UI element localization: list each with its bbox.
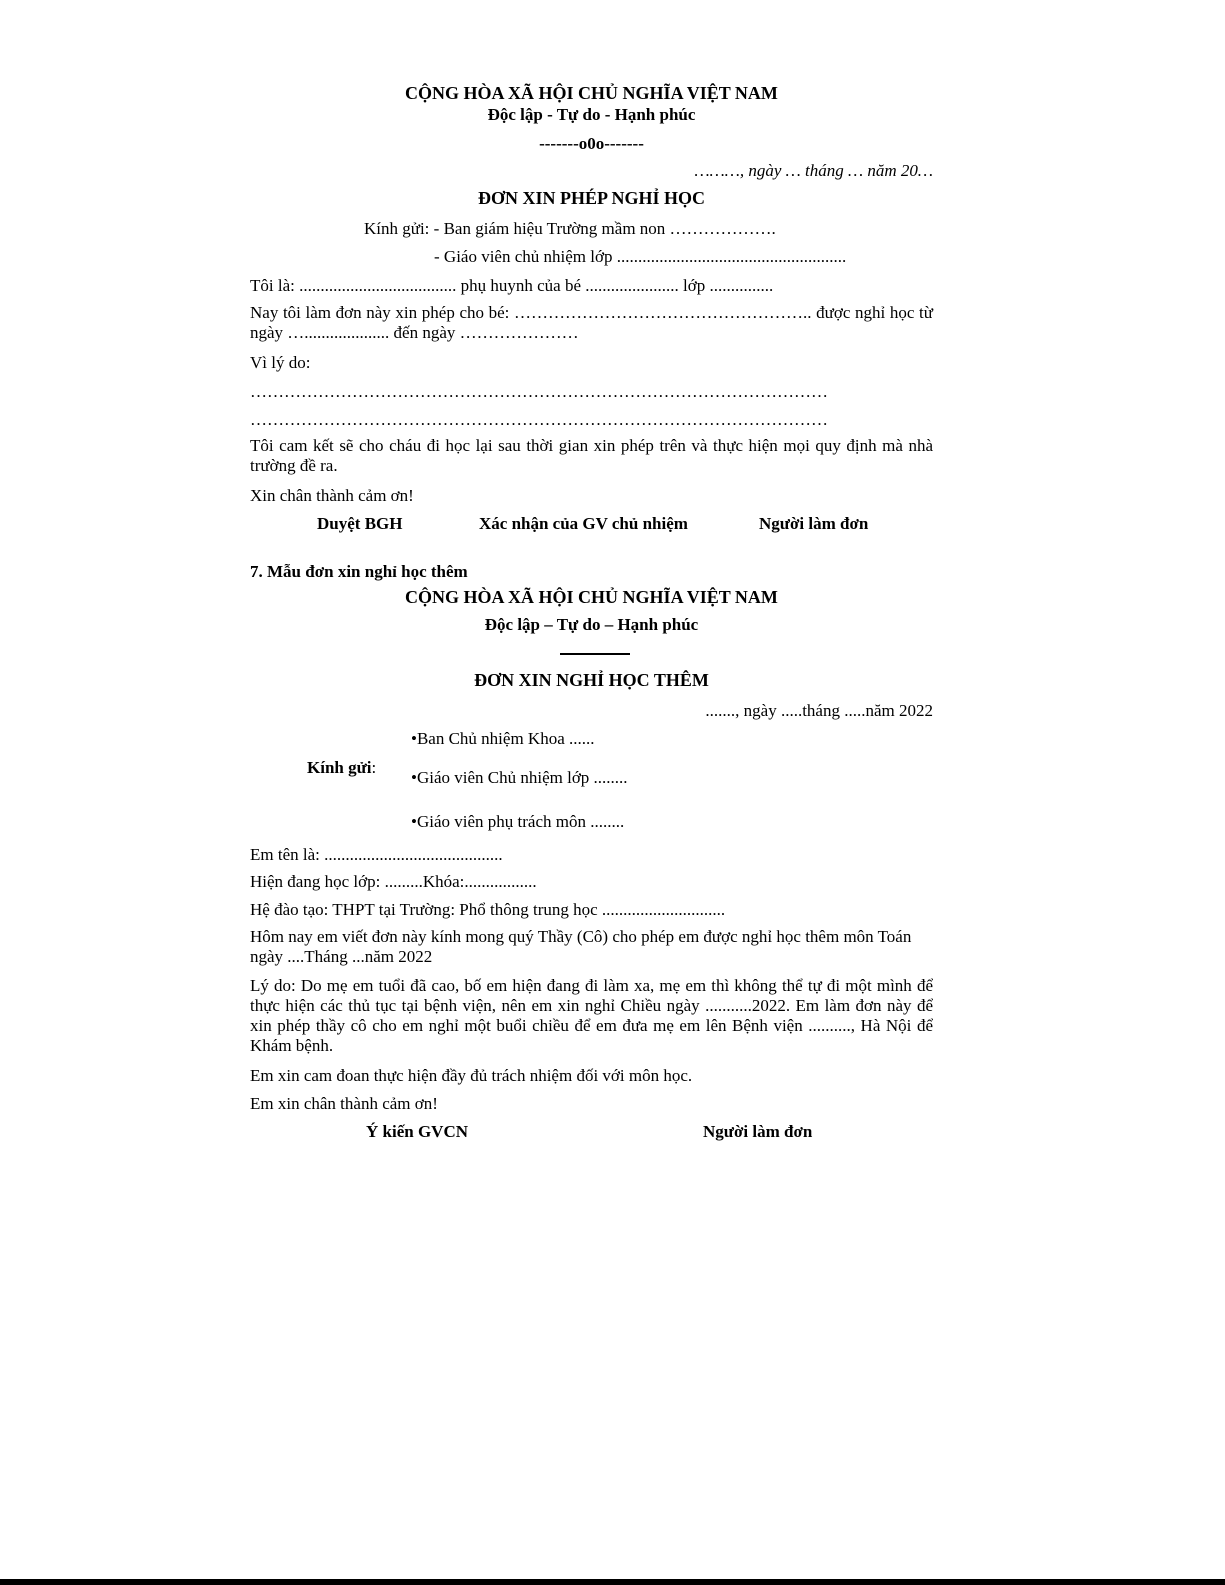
education-system-line: Hệ đào tạo: THPT tại Trường: Phổ thông trung học ............................. [250,900,726,919]
motto: Độc lập - Tự do - Hạnh phúc [487,105,696,124]
country-heading: CỘNG HÒA XÃ HỘI CHỦ NGHĨA VIỆT NAM [405,83,778,103]
signature-label: Người làm đơn [703,1122,813,1141]
commitment-line: Em xin cam đoan thực hiện đầy đủ trách nhiệm đối với môn học. [250,1066,693,1085]
student-class-line: Hiện đang học lớp: .........Khóa:................. [250,872,537,891]
separator: -------o0o------- [539,134,644,153]
recipient-line: •Giáo viên Chủ nhiệm lớp ........ [411,768,628,787]
thanks-line: Xin chân thành cảm ơn! [250,486,414,505]
recipient-line: •Ban Chủ nhiệm Khoa ...... [411,729,595,748]
reason-label: Vì lý do: [250,353,311,372]
section-heading: 7. Mẫu đơn xin nghỉ học thêm [250,562,468,581]
recipient-line: - Giáo viên chủ nhiệm lớp ...................................................... [434,247,847,266]
date-line: ......., ngày .....tháng .....năm 2022 [705,701,933,720]
signature-label: Ý kiến GVCN [366,1122,469,1141]
reason-dotted-line: ………………………………………………………………………………………… [250,410,828,429]
reason-dotted-line: ………………………………………………………………………………………… [250,382,828,401]
recipient-line: •Giáo viên phụ trách môn ........ [411,812,625,831]
form-title: ĐƠN XIN NGHỈ HỌC THÊM [474,670,709,690]
signature-label: Xác nhận của GV chủ nhiệm [479,514,688,533]
thanks-line: Em xin chân thành cảm ơn! [250,1094,438,1113]
signature-label: Duyệt BGH [317,514,403,533]
country-heading: CỘNG HÒA XÃ HỘI CHỦ NGHĨA VIỆT NAM [405,587,778,607]
student-name-line: Em tên là: .......................................... [250,845,503,864]
date-line: ………, ngày … tháng … năm 20… [694,161,933,180]
request-paragraph: Hôm nay em viết đơn này kính mong quý Thầy (Cô) cho phép em được nghỉ học thêm môn Toán ngày ....Tháng ...năm 2022 [250,927,912,966]
page-bottom-edge [0,1579,1225,1585]
request-paragraph: Nay tôi làm đơn này xin phép cho bé: …………………………………………….. được nghỉ học từ ngày ….................... đến ngày ………………… [250,303,933,342]
signature-label: Người làm đơn [759,514,869,533]
kinh-gui-text: Kính gửi [307,758,372,777]
kinh-gui-colon: : [371,758,377,777]
kinh-gui-label [307,757,376,778]
motto: Độc lập – Tự do – Hạnh phúc [484,615,699,634]
recipient-line: Kính gửi: - Ban giám hiệu Trường mầm non ………………. [364,219,776,238]
divider-line [560,653,630,655]
form-title: ĐƠN XIN PHÉP NGHỈ HỌC [477,188,705,208]
parent-line: Tôi là: ..................................... phụ huynh của bé ...................... lớp ............... [250,276,774,295]
commitment-paragraph: Tôi cam kết sẽ cho cháu đi học lại sau thời gian xin phép trên và thực hiện mọi quy định mà nhà trường đề ra. [250,436,933,475]
reason-paragraph: Lý do: Do mẹ em tuổi đã cao, bố em hiện đang đi làm xa, mẹ em thì không thể tự đi một mình để thực hiện các thủ tục tại bệnh viện, nên em xin nghỉ Chiều ngày ...........2022. Em làm đơn này để xin phép thầy cô cho em nghỉ một buổi chiều để em đưa mẹ em lên Bệnh viện .........., Hà Nội để Khám bệnh. [250,976,933,1055]
